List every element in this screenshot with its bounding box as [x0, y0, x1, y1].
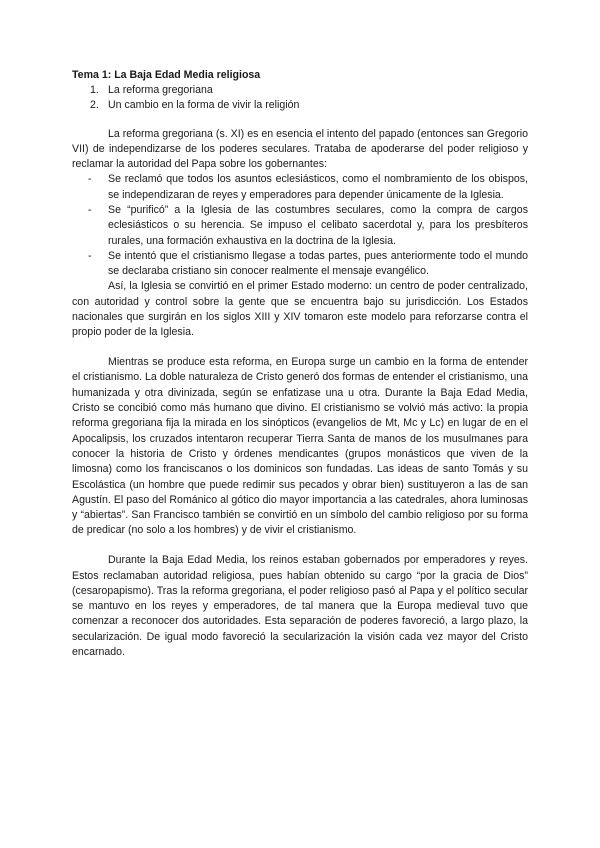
topic-outline	[72, 83, 528, 112]
conclusion-paragraph: Así, la Iglesia se convirtió en el primer Estado moderno: un centro de poder centralizado, con autoridad y control sobre la gente que se encuentra bajo su jurisdicción. Los Estados nacionales que surgirán en los siglos XIII y XIV tomaron este modelo para reforzarse contra el propio poder de la Iglesia.	[72, 280, 528, 339]
bullet-text: Se “purificó” a la Iglesia de las costumbres seculares, como la compra de cargos eclesiásticos o su herencia. Se impuso el celibato sacerdotal y, para los presbíteros rurales, una formación exhaustiva en la doctrina de la Iglesia.	[108, 203, 528, 247]
bullet-dash: -	[88, 203, 92, 216]
bullet-item	[88, 172, 528, 203]
bullet-text: Se intentó que el cristianismo llegase a todas partes, pues anteriormente todo el mundo se declaraba cristiano sin conocer realmente el mensaje evangélico.	[108, 249, 528, 278]
outline-item	[90, 98, 528, 113]
bullet-text: Se reclamó que todos los asuntos eclesiásticos, como el nombramiento de los obispos, se independizaran de reyes y emperadores para depender únicamente de la Iglesia.	[108, 173, 528, 201]
paragraph-christianity-change: Mientras se produce esta reforma, en Europa surge un cambio en la forma de entender el cristianismo. La doble naturaleza de Cristo generó dos formas de entender el cristianismo, una humanizada y otra divinizada, según se enfatizase una u otra. Durante la Baja Edad Media, Cristo se concibió como más humano que divino. El cristianismo se volvió más activo: la propia reforma gregoriana fija la mirada en los sinópticos (evangelios de Mt, Mc y Lc) en lugar de en el Apocalipsis, los cruzados intentaron recuperar Tierra Santa de manos de los musulmanes para conocer la historia de Cristo y órdenes mendicantes (grupos monásticos que viven de la limosna) como los franciscanos o los dominicos son fundadas. Las ideas de santo Tomás y su Escolástica (un hombre que puede redimir sus pecados y obrar bien) sustituyeron a las de san Agustín. El paso del Románico al gótico dio mayor importancia a las catedrales, ahora luminosas y “abiertas”. San Francisco también se convirtió en un símbolo del cambio religioso por su forma de predicar (no solo a los hombres) y de vivir el cristianismo.	[72, 356, 528, 537]
intro-paragraph: La reforma gregoriana (s. XI) es en esencia el intento del papado (entonces san Gregorio VII) de independizarse de los poderes seculares. Trataba de apoderarse del poder religioso y reclamar la autoridad del Papa sobre los gobernantes:	[72, 127, 528, 171]
outline-item	[90, 83, 528, 98]
spacer	[72, 539, 528, 554]
bullet-dash: -	[88, 173, 92, 186]
outline-number: 1.	[90, 84, 99, 96]
reform-bullet-list	[72, 172, 528, 279]
paragraph-powers-separation: Durante la Baja Edad Media, los reinos estaban gobernados por emperadores y reyes. Estos reclamaban autoridad religiosa, pues habían obtenido su cargo “por la gracia de Dios” (cesaropapismo). Tras la reforma gregoriana, el poder religioso pasó al Papa y el político secular se mantuvo en los reyes y emperadores, de tal manera que la Europa medieval tuvo que comenzar a reconocer dos autoridades. Esta separación de poderes favoreció, a largo plazo, la secularización. De igual modo favoreció la secularización la visión cada vez mayor del Cristo encarnado.	[72, 554, 528, 658]
spacer	[72, 341, 528, 356]
document-page	[72, 68, 528, 660]
bullet-dash: -	[88, 249, 92, 262]
bullet-item	[88, 249, 528, 280]
bullet-item	[88, 203, 528, 249]
outline-text: La reforma gregoriana	[108, 84, 213, 96]
outline-number: 2.	[90, 98, 99, 111]
document-title: Tema 1: La Baja Edad Media religiosa	[72, 69, 261, 81]
spacer	[72, 112, 528, 127]
outline-text: Un cambio en la forma de vivir la religión	[108, 98, 300, 111]
